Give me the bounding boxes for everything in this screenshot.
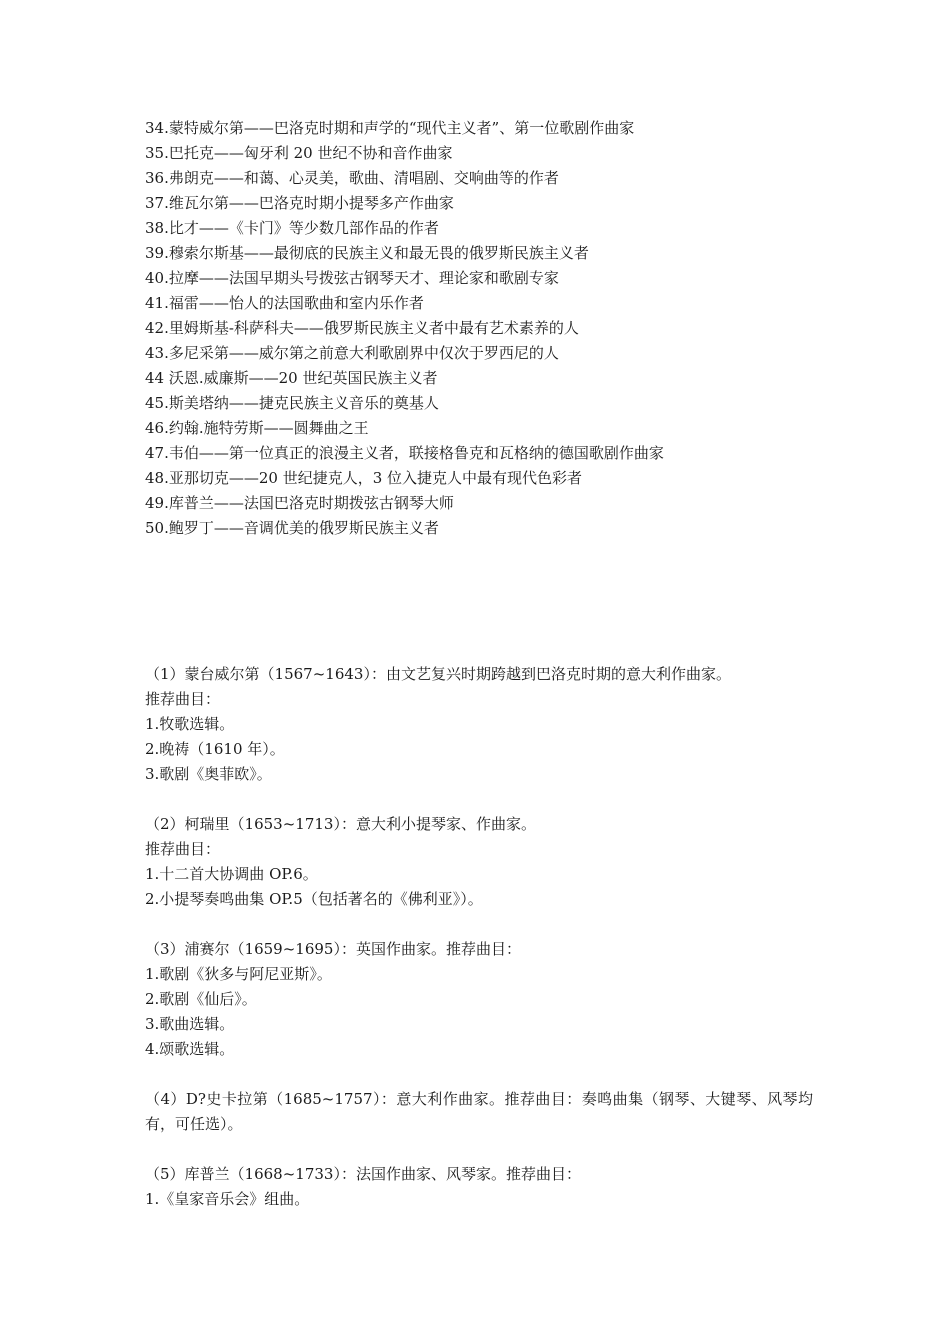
- paragraph-gap: [145, 1062, 813, 1087]
- recommend-label: 推荐曲目：: [145, 690, 221, 708]
- recommend-item: 1.《皇家音乐会》组曲。: [145, 1190, 310, 1208]
- list-item: 42.里姆斯基-科萨科夫——俄罗斯民族主义者中最有艺术素养的人: [145, 319, 579, 337]
- recommend-item: 1.牧歌选辑。: [145, 715, 235, 733]
- list-item: 41.福雷——怡人的法国歌曲和室内乐作者: [145, 294, 424, 312]
- composer-entry-3: [145, 937, 813, 1062]
- recommend-item: 2.小提琴奏鸣曲集 OP.5（包括著名的《佛利亚》）。: [145, 890, 483, 908]
- list-item: 40.拉摩——法国早期头号拨弦古钢琴天才、理论家和歌剧专家: [145, 269, 559, 287]
- recommend-item: 3.歌剧《奥菲欧》。: [145, 765, 272, 783]
- list-item: 44 沃恩.威廉斯——20 世纪英国民族主义者: [145, 369, 438, 387]
- composer-ranking-list: [145, 116, 825, 541]
- list-item: 37.维瓦尔第——巴洛克时期小提琴多产作曲家: [145, 194, 454, 212]
- list-item: 46.约翰.施特劳斯——圆舞曲之王: [145, 419, 369, 437]
- list-item: 39.穆索尔斯基——最彻底的民族主义和最无畏的俄罗斯民族主义者: [145, 244, 589, 262]
- list-item: 47.韦伯——第一位真正的浪漫主义者，联接格鲁克和瓦格纳的德国歌剧作曲家: [145, 444, 664, 462]
- paragraph-gap: [145, 912, 813, 937]
- composer-entry-1: [145, 662, 813, 787]
- list-item: 43.多尼采第——威尔第之前意大利歌剧界中仅次于罗西尼的人: [145, 344, 559, 362]
- list-item: 36.弗朗克——和蔼、心灵美，歌曲、清唱剧、交响曲等的作者: [145, 169, 559, 187]
- composer-details: [145, 662, 813, 1212]
- composer-entry-4: [145, 1087, 813, 1137]
- recommend-item: 2.晚祷（1610 年）。: [145, 740, 285, 758]
- recommend-item: 4.颂歌选辑。: [145, 1040, 235, 1058]
- recommend-item: 3.歌曲选辑。: [145, 1015, 235, 1033]
- list-item: 35.巴托克——匈牙利 20 世纪不协和音作曲家: [145, 144, 453, 162]
- paragraph-gap: [145, 787, 813, 812]
- recommend-label: 推荐曲目：: [145, 840, 221, 858]
- list-item: 45.斯美塔纳——捷克民族主义音乐的奠基人: [145, 394, 439, 412]
- list-item: 34.蒙特威尔第——巴洛克时期和声学的“现代主义者”、第一位歌剧作曲家: [145, 119, 635, 137]
- composer-entry-2: [145, 812, 813, 912]
- composer-entry-5: [145, 1162, 813, 1212]
- composer-heading: （3）浦赛尔（1659~1695）：英国作曲家。推荐曲目：: [145, 940, 521, 958]
- composer-heading: （4）D?史卡拉第（1685~1757）：意大利作曲家。推荐曲目：奏鸣曲集（钢琴、大键琴、风琴均有，可任选）。: [145, 1090, 813, 1133]
- list-item: 50.鲍罗丁——音调优美的俄罗斯民族主义者: [145, 519, 439, 537]
- composer-heading: （1）蒙台威尔第（1567~1643）：由文艺复兴时期跨越到巴洛克时期的意大利作曲家。: [145, 665, 731, 683]
- composer-heading: （5）库普兰（1668~1733）：法国作曲家、风琴家。推荐曲目：: [145, 1165, 581, 1183]
- composer-heading: （2）柯瑞里（1653~1713）：意大利小提琴家、作曲家。: [145, 815, 536, 833]
- recommend-item: 1.十二首大协调曲 OP.6。: [145, 865, 318, 883]
- list-item: 49.库普兰——法国巴洛克时期拨弦古钢琴大师: [145, 494, 454, 512]
- list-item: 38.比才——《卡门》等少数几部作品的作者: [145, 219, 439, 237]
- recommend-item: 1.歌剧《狄多与阿尼亚斯》。: [145, 965, 332, 983]
- recommend-item: 2.歌剧《仙后》。: [145, 990, 257, 1008]
- paragraph-gap: [145, 1137, 813, 1162]
- list-item: 48.亚那切克——20 世纪捷克人，3 位入捷克人中最有现代色彩者: [145, 469, 583, 487]
